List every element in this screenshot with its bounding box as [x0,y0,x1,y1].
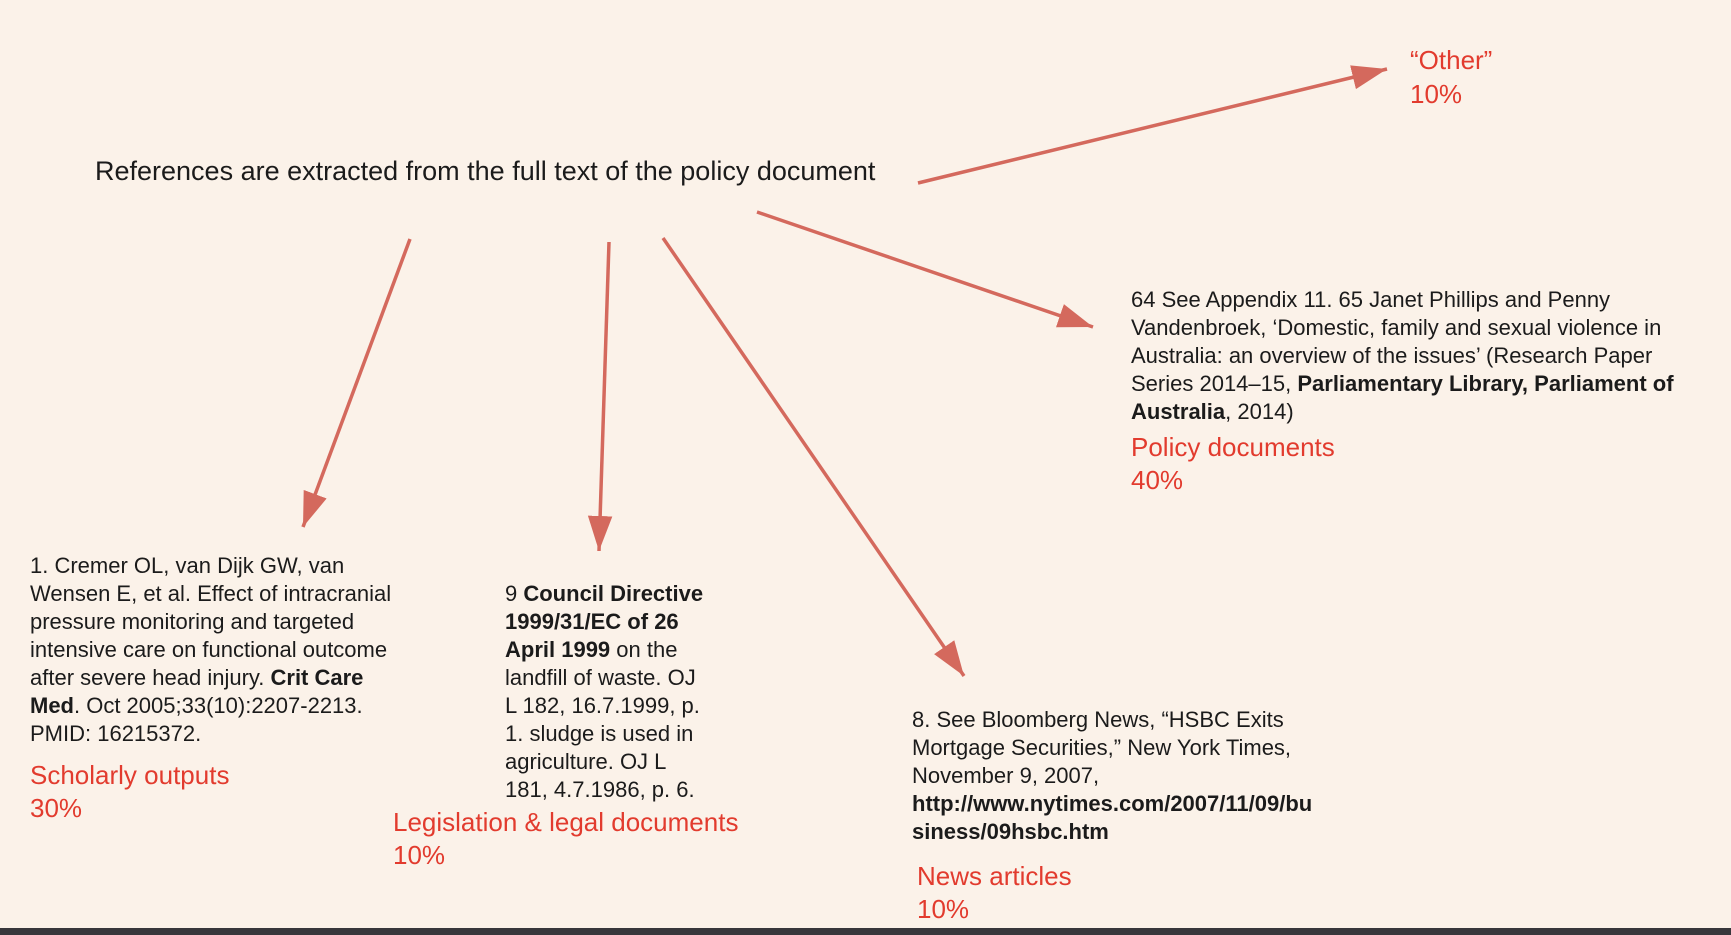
arrow-to-legislation [599,242,609,551]
citation-line: Series 2014–15, Parliamentary Library, Parliament of [1131,371,1674,396]
citation-policy-documents [1131,286,1674,426]
citation-scholarly-outputs [30,552,391,748]
arrow-to-policy [757,212,1093,327]
category-label-legislation-legal-documents [393,806,738,872]
arrow-to-scholarly [303,239,410,527]
category-percent: 10% [917,894,970,924]
citation-line: 1. Cremer OL, van Dijk GW, van [30,553,345,578]
category-label-policy-documents [1131,431,1335,497]
category-percent: 10% [1410,79,1463,109]
citation-legislation-legal-documents [505,580,703,804]
arrow-to-other [918,69,1387,183]
citation-line: http://www.nytimes.com/2007/11/09/bu [912,791,1313,816]
citation-line: intensive care on functional outcome [30,637,388,662]
category-percent: 10% [393,840,446,870]
category-label-other [1410,43,1492,111]
citation-line: after severe head injury. Crit Care [30,665,364,690]
citation-line: Mortgage Securities,” New York Times, [912,735,1292,760]
citation-line: PMID: 16215372. [30,721,202,746]
category-percent: 30% [30,793,83,823]
diagram-title: References are extracted from the full text of the policy document [95,156,876,186]
citation-line: November 9, 2007, [912,763,1100,788]
citation-line: 9 Council Directive [505,581,704,606]
citation-line: Med. Oct 2005;33(10):2207-2213. [30,693,363,718]
citation-line: 1. sludge is used in [505,721,694,746]
citation-line: 181, 4.7.1986, p. 6. [505,777,695,802]
category-name: Policy documents [1131,432,1335,462]
category-name: Legislation & legal documents [393,807,739,837]
category-percent: 40% [1131,465,1184,495]
citation-line: siness/09hsbc.htm [912,819,1109,844]
category-name: Scholarly outputs [30,760,230,790]
citation-line: pressure monitoring and targeted [30,609,355,634]
category-label-news-articles [917,860,1072,926]
citation-line: L 182, 16.7.1999, p. [505,693,700,718]
citation-line: agriculture. OJ L [505,749,667,774]
category-name: “Other” [1410,45,1493,75]
citation-line: landfill of waste. OJ [505,665,696,690]
citation-line: Vandenbroek, ‘Domestic, family and sexual violence in [1131,315,1662,340]
category-label-scholarly-outputs [30,759,229,825]
citation-line: 1999/31/EC of 26 [505,609,679,634]
citation-line: April 1999 on the [505,637,678,662]
citation-line: Wensen E, et al. Effect of intracranial [30,581,392,606]
citation-line: 64 See Appendix 11. 65 Janet Phillips and Penny [1131,287,1611,312]
bottom-edge-bar [0,928,1731,935]
category-name: News articles [917,861,1072,891]
citation-news-articles [912,706,1312,846]
arrow-to-news [663,238,964,676]
citation-line: Australia: an overview of the issues’ (Research Paper [1131,343,1653,368]
citation-line: Australia, 2014) [1131,399,1294,424]
citation-line: 8. See Bloomberg News, “HSBC Exits [912,707,1284,732]
